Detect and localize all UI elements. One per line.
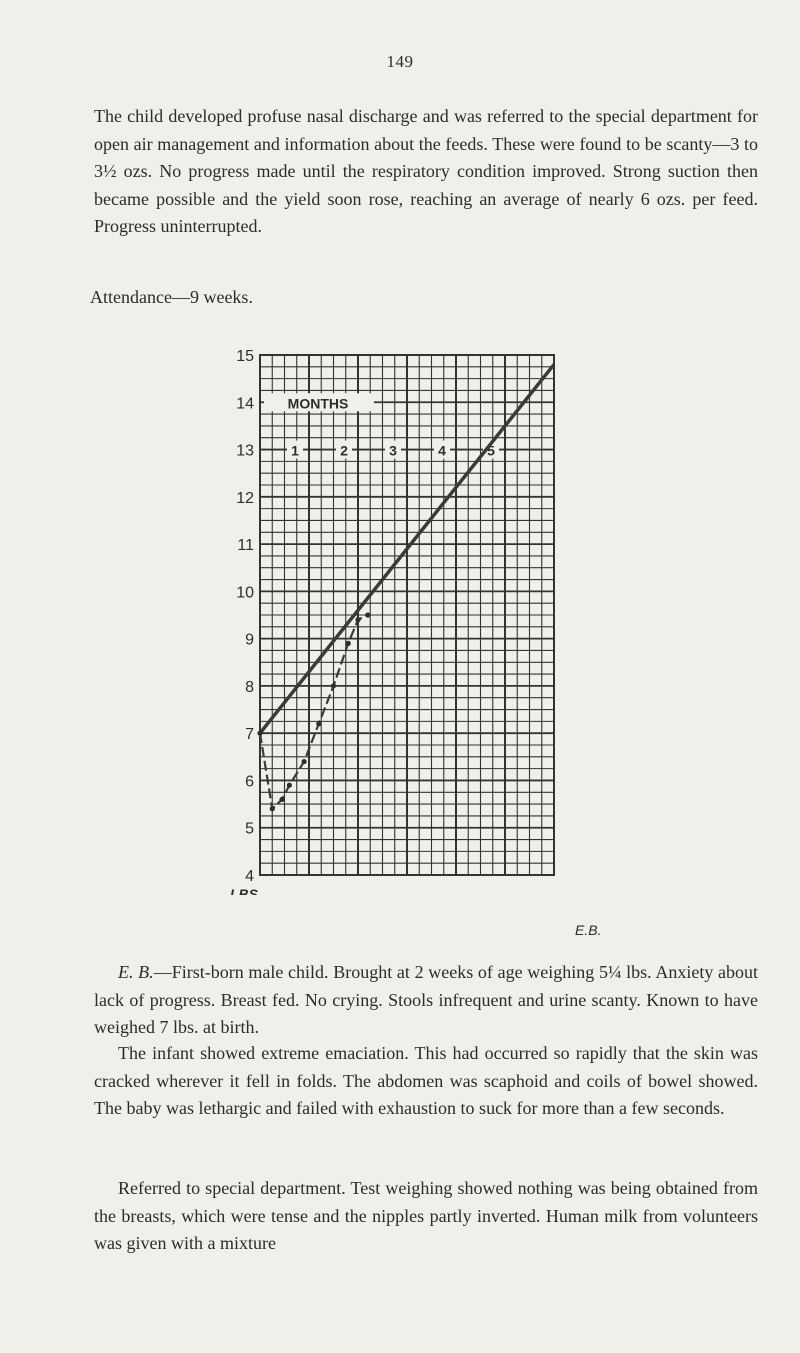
y-tick-label: 12 — [236, 489, 254, 507]
paragraph-case-progress: The child developed profuse nasal discharge and was referred to the special department for open air management and information about the feeds. These were found to be scanty—3 to 3½ ozs. No progress made until the respiratory condition improved. Strong suction then became possible and the yield soon rose, reaching an average of nearly 6 ozs. per feed. Progress uninterrupted. — [94, 106, 758, 236]
page-number: 149 — [386, 52, 414, 71]
y-tick-label: 13 — [236, 442, 254, 460]
y-tick-label: 8 — [245, 678, 254, 696]
actual-weight-point — [287, 783, 292, 788]
case-initials: E. B. — [118, 962, 154, 982]
y-tick-label: 11 — [237, 537, 254, 555]
paragraph-emaciation — [94, 1040, 758, 1123]
month-label: 3 — [389, 442, 397, 459]
actual-weight-point — [316, 721, 321, 726]
y-tick-label: 7 — [245, 726, 254, 744]
y-tick-label: 14 — [236, 395, 254, 413]
months-title: MONTHS — [287, 395, 349, 412]
y-axis-label: LBS — [230, 886, 258, 895]
chart-caption: E.B. — [575, 922, 602, 938]
y-tick-label: 5 — [245, 820, 254, 838]
y-tick-label: 4 — [245, 868, 254, 885]
actual-weight-point — [355, 617, 360, 622]
month-label: 2 — [340, 442, 348, 459]
referral-text: Referred to special department. Test weighing showed nothing was being obtained from the breasts, which were tense and the nipples partly inverted. Human milk from volunteers was given with a mixture — [94, 1178, 758, 1253]
paragraph-case-intro — [94, 959, 758, 1042]
month-label: 4 — [438, 442, 446, 459]
actual-weight-point — [257, 731, 262, 736]
weight-chart — [210, 335, 570, 900]
actual-weight-point — [365, 612, 370, 617]
paragraph-referral — [94, 1175, 758, 1258]
actual-weight-point — [331, 683, 336, 688]
month-label: 1 — [291, 442, 299, 459]
y-tick-label: 9 — [245, 631, 254, 649]
actual-weight-point — [279, 797, 284, 802]
attendance-line: Attendance—9 weeks. — [90, 287, 253, 307]
actual-weight-point — [270, 806, 275, 811]
weight-chart-svg — [210, 335, 570, 895]
case-intro-text: —First-born male child. Brought at 2 weeks of age weighing 5¼ lbs. Anxiety about lack of progress. Breast fed. No crying. Stools infrequent and urine scanty. Known to have weighed 7 lbs. at birth. — [94, 962, 758, 1037]
y-tick-label: 6 — [245, 773, 254, 791]
y-tick-label: 15 — [236, 348, 254, 365]
month-label: 5 — [487, 442, 495, 459]
actual-weight-point — [302, 759, 307, 764]
y-tick-label: 10 — [236, 584, 254, 602]
actual-weight-point — [346, 641, 351, 646]
emaciation-text: The infant showed extreme emaciation. This had occurred so rapidly that the skin was cracked wherever it fell in folds. The abdomen was scaphoid and coils of bowel showed. The baby was lethargic and failed with exhaustion to suck for more than a few seconds. — [94, 1043, 758, 1118]
